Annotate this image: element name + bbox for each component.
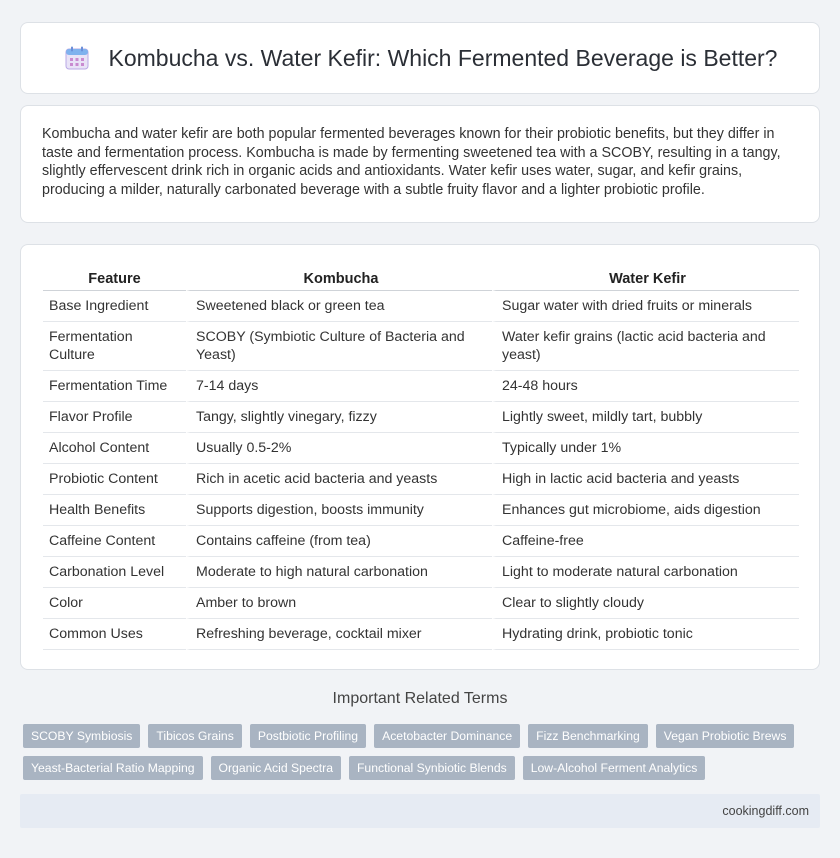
table-cell: Common Uses [43, 619, 186, 650]
table-cell: Sweetened black or green tea [186, 291, 492, 322]
tag-link[interactable]: Fizz Benchmarking [528, 724, 648, 748]
table-cell: Clear to slightly cloudy [492, 588, 799, 619]
table-cell: Water kefir grains (lactic acid bacteria and yeast) [492, 322, 799, 371]
header-kombucha: Kombucha [186, 265, 492, 291]
table-row [43, 495, 799, 526]
tag-link[interactable]: Vegan Probiotic Brews [656, 724, 795, 748]
table-cell: Health Benefits [43, 495, 186, 526]
tag-link[interactable]: Functional Synbiotic Blends [349, 756, 515, 780]
header-water-kefir: Water Kefir [492, 265, 799, 291]
table-cell: Fermentation Culture [43, 322, 186, 371]
tag-row [23, 724, 813, 748]
table-cell: Light to moderate natural carbonation [492, 557, 799, 588]
table-row [43, 371, 799, 402]
intro-text: Kombucha and water kefir are both popular fermented beverages known for their probiotic benefits, but they differ in taste and fermentation process. Kombucha is made by fermenting sweetened tea with a SCOBY, resulting in a tangy, slightly effervescent drink rich in organic acids and antioxidants. Water kefir uses water, sugar, and kefir grains, producing a milder, naturally carbonated beverage with a subtle fruity flavor and a lighter probiotic profile. [42, 126, 781, 198]
table-row [43, 322, 799, 371]
comparison-table-card [20, 244, 820, 670]
table-cell: Caffeine-free [492, 526, 799, 557]
footer-site-link[interactable]: cookingdiff.com [722, 804, 809, 818]
table-cell: Caffeine Content [43, 526, 186, 557]
tag-link[interactable]: Postbiotic Profiling [250, 724, 366, 748]
table-cell: Sugar water with dried fruits or minerals [492, 291, 799, 322]
table-cell: 7-14 days [186, 371, 492, 402]
table-cell: High in lactic acid bacteria and yeasts [492, 464, 799, 495]
table-cell: Supports digestion, boosts immunity [186, 495, 492, 526]
table-row [43, 291, 799, 322]
table-cell: Carbonation Level [43, 557, 186, 588]
table-cell: Usually 0.5-2% [186, 433, 492, 464]
page-title: Kombucha vs. Water Kefir: Which Fermented Beverage is Better? [108, 44, 778, 71]
related-terms-tags [23, 724, 813, 788]
table-row [43, 464, 799, 495]
title-card [20, 22, 820, 94]
footer [20, 794, 820, 828]
table-row [43, 557, 799, 588]
table-cell: Alcohol Content [43, 433, 186, 464]
table-row [43, 402, 799, 433]
table-cell: Flavor Profile [43, 402, 186, 433]
tag-link[interactable]: Organic Acid Spectra [211, 756, 341, 780]
calendar-icon [63, 44, 91, 72]
table-cell: Color [43, 588, 186, 619]
tag-link[interactable]: Acetobacter Dominance [374, 724, 520, 748]
table-row [43, 433, 799, 464]
table-cell: Hydrating drink, probiotic tonic [492, 619, 799, 650]
intro-card [20, 105, 820, 223]
table-cell: Typically under 1% [492, 433, 799, 464]
table-cell: Base Ingredient [43, 291, 186, 322]
table-row [43, 526, 799, 557]
tag-link[interactable]: SCOBY Symbiosis [23, 724, 140, 748]
table-cell: Tangy, slightly vinegary, fizzy [186, 402, 492, 433]
table-row [43, 619, 799, 650]
table-cell: Refreshing beverage, cocktail mixer [186, 619, 492, 650]
tag-link[interactable]: Low-Alcohol Ferment Analytics [523, 756, 706, 780]
table-cell: Contains caffeine (from tea) [186, 526, 492, 557]
comparison-table [43, 265, 799, 650]
table-cell: Moderate to high natural carbonation [186, 557, 492, 588]
table-cell: Enhances gut microbiome, aids digestion [492, 495, 799, 526]
header-feature: Feature [43, 265, 186, 291]
table-cell: Rich in acetic acid bacteria and yeasts [186, 464, 492, 495]
tag-link[interactable]: Tibicos Grains [148, 724, 241, 748]
table-row [43, 588, 799, 619]
table-header-row [43, 265, 799, 291]
table-cell: SCOBY (Symbiotic Culture of Bacteria and Yeast) [186, 322, 492, 371]
table-cell: Amber to brown [186, 588, 492, 619]
related-terms-heading: Important Related Terms [332, 690, 508, 707]
tag-row [23, 756, 813, 780]
table-cell: Probiotic Content [43, 464, 186, 495]
table-cell: 24-48 hours [492, 371, 799, 402]
table-cell: Fermentation Time [43, 371, 186, 402]
table-cell: Lightly sweet, mildly tart, bubbly [492, 402, 799, 433]
tag-link[interactable]: Yeast-Bacterial Ratio Mapping [23, 756, 203, 780]
